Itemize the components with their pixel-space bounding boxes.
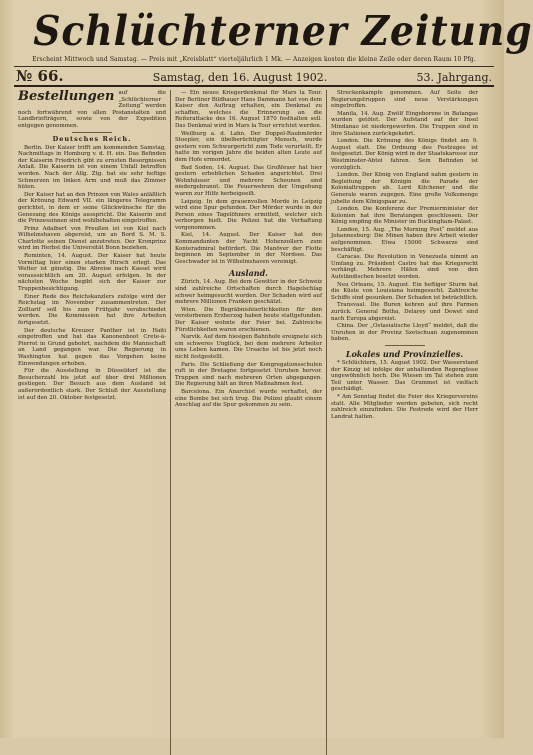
column-1	[14, 90, 170, 755]
article-paragraph: Manila, 14. Aug. Zwölf Eingeborene in Batangas wurden getötet. Der Aufstand auf der Insel Mindanao ist niedergeworfen. Die Truppen sind in ihre Stationen zurückgekehrt.	[331, 110, 478, 137]
article-columns	[14, 90, 494, 755]
article-paragraph: Für die Ausstellung in Düsseldorf ist die Besucherzahl bis jetzt auf über drei Millionen gestiegen. Der Besuch aus dem Ausland ist außerordentlich stark. Der Schluß der Ausstellung ist auf den 20. Oktober festgesetzt.	[18, 368, 166, 401]
article-paragraph: Der deutsche Kreuzer Panther ist in Haiti eingetroffen und hat das Kanonenboot Crete-à-Pierrot in Grund gebohrt, nachdem die Mannschaft an Land gegangen war. Die Regierung in Washington hat gegen das Vorgehen keine Einwendungen erhoben.	[18, 327, 166, 367]
article-paragraph: Narvik. Auf dem hiesigen Bahnhofe ereignete sich ein schweres Unglück, bei dem mehrere Arbeiter ums Leben kamen. Die Ursache ist bis jetzt noch nicht festgestellt.	[175, 334, 322, 360]
article-paragraph: Rominten, 14. August. Der Kaiser hat heute Vormittag hier einen starken Hirsch erlegt. Das Wetter ist günstig. Die Abreise nach Kassel wird voraussichtlich am 20. August erfolgen. In der nächsten Woche begibt sich der Kaiser zur Truppenbesichtigung.	[18, 253, 166, 293]
article-paragraph: London. Der König von England nahm gestern in Begleitung der Königin die Parade der Kolonialtruppen ab. Lord Kitchener und die Generale waren zugegen. Eine große Volksmenge jubelte dem Königspaar zu.	[331, 172, 478, 205]
article-paragraph: Leipzig. In dem grauenvollen Morde in Leipzig wird eine Spur gefunden. Der Mörder wurde in der Person eines Tagelöhners ermittelt, welcher sich verborgen hielt. Die Polizei hat die Verhaftung vorgenommen.	[175, 198, 322, 231]
article-paragraph: * Schlüchtern, 15. August 1902. Der Wasserstand der Kinzig ist infolge der anhaltenden Regengüsse ungewöhnlich hoch. Die Wiesen im Tal stehen zum Teil unter Wasser. Das Grummet ist vielfach geschädigt.	[331, 359, 478, 393]
section-heading: Deutsches Reich.	[52, 134, 132, 143]
article-paragraph: London. Die Konferenz der Premierminister der Kolonien hat ihre Beratungen geschlossen. Der König empfing die Minister im Buckingham-Palast.	[331, 206, 478, 226]
column-2	[170, 90, 326, 755]
issue-year: 53. Jahrgang.	[416, 71, 492, 84]
article-paragraph: Transvaal. Die Buren kehren auf ihre Farmen zurück. General Botha, Delarey und Dewet sind nach Europa abgereist.	[331, 302, 478, 322]
article-paragraph: Wien. Die Begräbnisfeierlichkeiten für den verstorbenen Erzherzog haben heute stattgefunden. Der Kaiser wohnte der Feier bei. Zahlreiche Fürstlichkeiten waren erschienen.	[175, 306, 322, 333]
article-paragraph: Berlin. Der Kaiser trifft am kommenden Samstag, Nachmittags in Homburg v. d. H. ein. Das Befinden der Kaiserin Friedrich gibt zu ernsten Besorgnissen Anlaß. Die Kaiserin ist von einem Unfall betroffen worden. Nach der Allg. Ztg. hat sie sehr heftige Schmerzen im linken Arm und muß das Zimmer hüten.	[18, 144, 166, 191]
article-paragraph: Einer Rede des Reichskanzlers zufolge wird der Reichstag im November zusammentreten. Der Zolltarif soll bis zum Frühjahr verabschiedet werden. Die Kommission hat ihre Arbeiten fortgesetzt.	[18, 293, 166, 326]
subscription-notice	[18, 90, 166, 130]
article-paragraph: Streckenkampfe genommen. Auf Seite der Regierungstruppen sind neue Verstärkungen eingetroffen.	[331, 90, 478, 110]
issue-number: № 66.	[16, 67, 64, 85]
dateline	[14, 67, 494, 87]
article-paragraph: * Am Sonntag findet die Feier des Kriegervereins statt. Alle Mitglieder werden gebeten, sich recht zahlreich einzufinden. Die Festrede wird der Herr Landrat halten.	[331, 393, 478, 420]
notice-text: auf die „Schlüchterner Zeitung“ werden noch fortwährend von allen Postanstalten und Landbriefträgern, sowie von der Expedition entgegen genommen.	[18, 90, 166, 129]
article-paragraph: Kiel, 14. August. Der Kaiser hat den Kommandanten der Yacht Hohenzollern zum Konteradmiral befördert. Die Manöver der Flotte beginnen im September in der Nordsee. Das Geschwader ist in Wilhelmshaven vereinigt.	[175, 232, 322, 265]
issue-date: Samstag, den 16. August 1902.	[152, 71, 328, 84]
article-paragraph: Zürich, 14. Aug. Bei dem Gewitter in der Schweiz sind zahlreiche Ortschaften durch Hagelschlag schwer heimgesucht worden. Der Schaden wird auf mehrere Millionen Franken geschätzt.	[175, 279, 322, 306]
article-paragraph: — Ein neues Kriegerdenkmal für Mars la Tour. Der Berliner Bildhauer Hans Dammann hat von dem Kaiser den Auftrag erhalten, ein Denkmal zu schaffen, welches die Erinnerung an die Reiterattacke des 16. August 1870 festhalten soll. Das Denkmal wird in Mars la Tour errichtet werden.	[175, 90, 322, 129]
masthead-title: Schlüchterner Zeitung	[33, 7, 533, 55]
article-paragraph: London. Die Krönung des Königs findet am 9. August statt. Die Ordnung des Festzuges ist festgesetzt. Der König wird in der Staatskarosse zur Westminster-Abtei fahren. Sein Befinden ist vorzüglich.	[331, 138, 478, 171]
article-paragraph: Barcelona. Ein Anarchist wurde verhaftet, der eine Bombe bei sich trug. Die Polizei glaubt einem Anschlag auf die Spur gekommen zu sein.	[175, 388, 322, 409]
article-paragraph: Bad Soden, 14. August. Das Großfeuer hat hier gestern erheblichen Schaden angerichtet. Drei Wohnhäuser und mehrere Scheunen sind niedergebrannt. Die Feuerwehren der Umgebung waren zur Hilfe herbeigeeilt.	[175, 164, 322, 197]
column-3	[326, 90, 482, 755]
divider	[385, 345, 425, 346]
article-paragraph: Der Kaiser hat an den Prinzen von Wales anläßlich der Krönung Edward VII. ein längeres Telegramm gerichtet, in dem er seine Glückwünsche für die Genesung des Königs ausspricht. Die Kaiserin und die Prinzessinnen sind wohlbehalten eingetroffen.	[18, 191, 166, 225]
divider	[72, 132, 112, 133]
section-heading: Lokales und Provinzielles.	[345, 348, 464, 359]
notice-heading: Bestellungen	[18, 89, 115, 104]
article-paragraph: Weilburg a. d. Lahn. Der Doppel-Raubmörder Stoepler, ein übelberüchtigter Mensch, wurde gestern vom Schwurgericht zum Tode verurteilt. Er hatte im vorigen Jahre die beiden alten Leute auf dem Hofe ermordet.	[175, 130, 322, 163]
article-paragraph: Caracas. Die Revolution in Venezuela nimmt an Umfang zu. Präsident Castro hat das Kriegsrecht verhängt. Mehrere Häfen sind von den Aufständischen besetzt worden.	[331, 254, 478, 281]
article-paragraph: Neu Orleans, 15. August. Ein heftiger Sturm hat die Küste von Louisiana heimgesucht. Zahlreiche Schiffe sind gesunken. Der Schaden ist beträchtlich.	[331, 281, 478, 301]
article-paragraph: Prinz Adalbert von Preußen ist von Kiel nach Wilhelmshaven abgereist, um an Bord S. M. S. Charlotte seinen Dienst anzutreten. Der Kronprinz wird im Herbst die Universität Bonn beziehen.	[18, 225, 166, 252]
article-paragraph: Paris. Die Schließung der Kongregationsschulen ruft in der Bretagne fortgesetzt Unruhen hervor. Truppen sind nach mehreren Orten abgegangen. Die Regierung hält an ihren Maßnahmen fest.	[175, 361, 322, 388]
article-paragraph: China. Der „Ostasiatische Lloyd“ meldet, daß die Unruhen in der Provinz Szetschuan zugenommen haben.	[331, 323, 478, 343]
masthead-subline: Erscheint Mittwoch und Samstag. — Preis mit „Kreisblatt“ vierteljährlich 1 Mk. — Anzeigen kosten die kleine Zeile oder deren Raum 10 Pfg.	[14, 56, 494, 67]
article-paragraph: London, 15. Aug. „The Morning Post“ meldet aus Johannesburg: Die Minen haben ihre Arbeit wieder aufgenommen. Etwa 15000 Schwarze sind beschäftigt.	[331, 226, 478, 253]
section-heading: Ausland.	[229, 268, 268, 279]
